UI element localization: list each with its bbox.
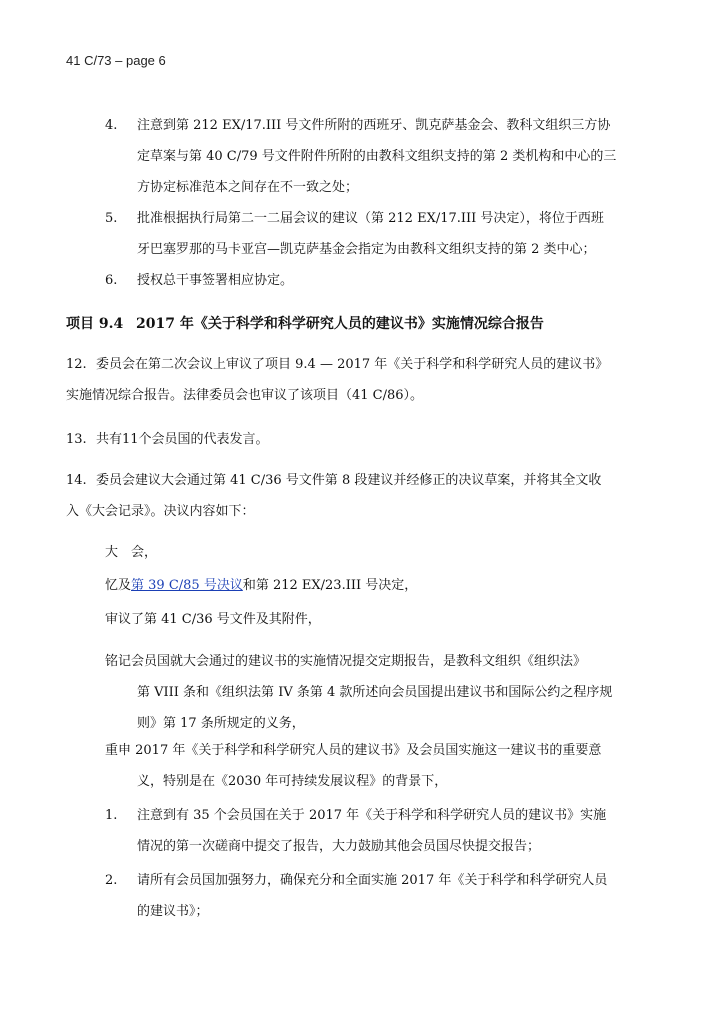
paragraph-line: 共有11个会员国的代表发言。 — [96, 432, 269, 447]
paragraph — [66, 465, 666, 496]
paragraph-line: 入《大会记录》。决议内容如下： — [66, 504, 255, 519]
item-line: 的建议书》； — [137, 904, 209, 919]
paragraph-number: 13. — [66, 432, 87, 447]
paragraph — [66, 424, 666, 455]
item-line: 批准根据执行局第二一二届会议的建议（第 212 EX/17.III 号决定），将位于西班 — [137, 211, 604, 226]
paragraph-number: 12. — [66, 357, 87, 372]
item-number: 4. — [105, 118, 118, 133]
item-number: 1. — [105, 808, 118, 823]
item-line: 定草案与第 40 C/79 号文件附件所附的由教科文组织支持的第 2 类机构和中心的三 — [137, 149, 617, 164]
resolution-recalling — [105, 570, 417, 601]
section-heading — [66, 314, 544, 334]
resolution-opening: 大 会， — [105, 545, 158, 560]
paragraph-line: 委员会在第二次会议上审议了项目 9.4 — 2017 年《关于科学和科学研究人员的建议书》 — [96, 357, 609, 372]
item-line: 方协定标准范本之间存在不一致之处； — [137, 180, 359, 195]
heading-title: 2017 年《关于科学和科学研究人员的建议书》实施情况综合报告 — [136, 316, 544, 332]
item-number: 2. — [105, 873, 118, 888]
resolution-reaffirming-line: 重申 2017 年《关于科学和科学研究人员的建议书》及会员国实施这一建议书的重要意 — [105, 743, 602, 758]
resolution-reaffirming-line: 义，特别是在《2030 年可持续发展议程》的背景下， — [137, 774, 448, 789]
item-line: 情况的第一次磋商中提交了报告，大力鼓励其他会员国尽快提交报告； — [137, 839, 541, 854]
resolution-bearing-line: 铭记会员国就大会通过的建议书的实施情况提交定期报告，是教科文组织《组织法》 — [105, 654, 587, 669]
paragraph-number: 14. — [66, 473, 87, 488]
recalling-prefix: 忆及 — [105, 578, 132, 593]
item-line: 授权总干事签署相应协定。 — [137, 273, 294, 288]
resolution-link[interactable]: 第 39 C/85 号决议 — [131, 578, 243, 593]
resolution-bearing-line: 则》第 17 条所规定的义务， — [137, 716, 305, 731]
item-number: 6. — [105, 273, 118, 288]
item-line: 牙巴塞罗那的马卡亚宫—凯克萨基金会指定为由教科文组织支持的第 2 类中心； — [137, 242, 596, 257]
paragraph-line: 委员会建议大会通过第 41 C/36 号文件第 8 段建议并经修正的决议草案，并将其全文收 — [96, 473, 602, 488]
resolution-examined: 审议了第 41 C/36 号文件及其附件， — [105, 612, 321, 627]
paragraph-line: 实施情况综合报告。法律委员会也审议了该项目（41 C/86）。 — [66, 388, 424, 403]
page-header: 41 C/73 – page 6 — [66, 53, 166, 68]
item-line: 注意到第 212 EX/17.III 号文件所附的西班牙、凯克萨基金会、教科文组织三方协 — [137, 118, 611, 133]
item-line: 注意到有 35 个会员国在关于 2017 年《关于科学和科学研究人员的建议书》实施 — [137, 808, 607, 823]
paragraph — [66, 349, 666, 380]
recalling-suffix: 和第 212 EX/23.III 号决定， — [242, 578, 418, 593]
item-line: 请所有会员国加强努力，确保充分和全面实施 2017 年《关于科学和科学研究人员 — [137, 873, 608, 888]
heading-number: 项目 9.4 — [66, 316, 124, 332]
item-number: 5. — [105, 211, 118, 226]
resolution-bearing-line: 第 VIII 条和《组织法第 IV 条第 4 款所述向会员国提出建议书和国际公约之程序规 — [137, 685, 613, 700]
